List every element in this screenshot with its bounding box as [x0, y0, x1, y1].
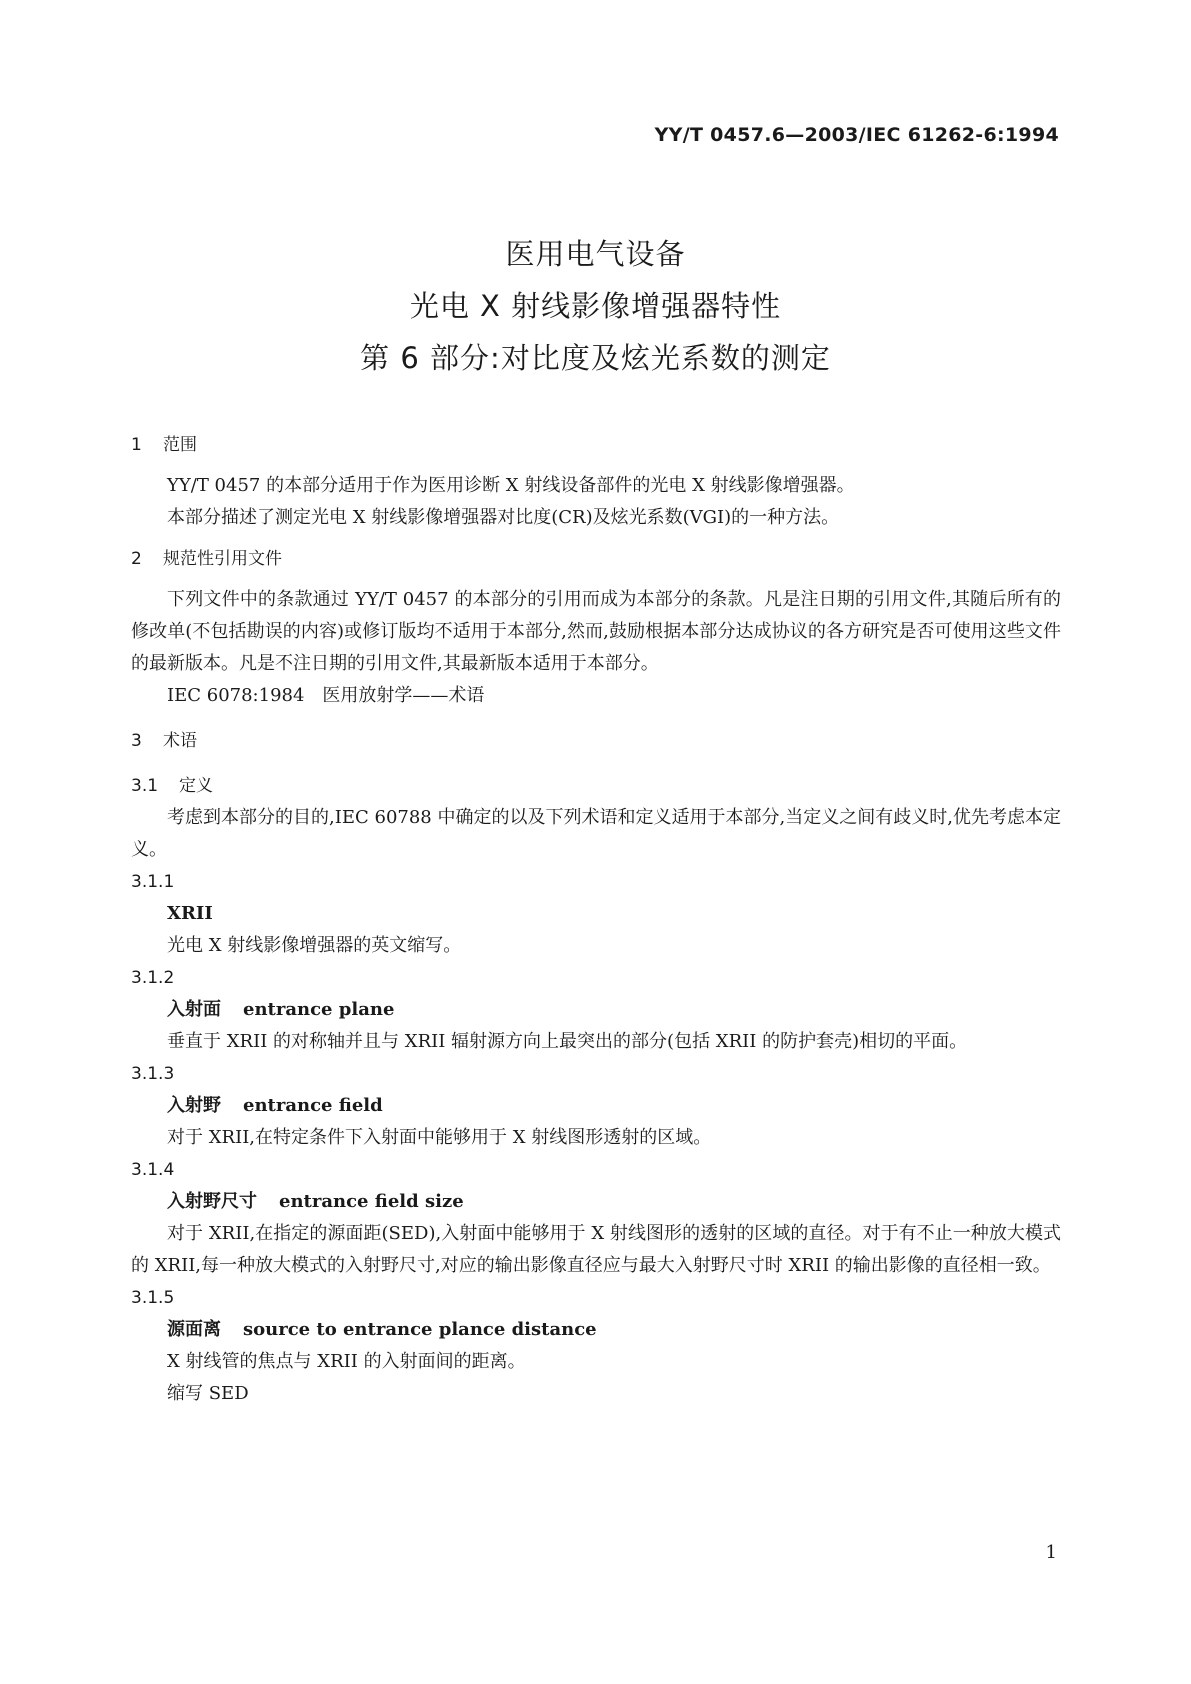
- term-heading: [131, 898, 1061, 930]
- term-english: entrance plane: [243, 999, 395, 1020]
- term-chinese: 入射野尺寸: [167, 1191, 257, 1212]
- term-english: entrance field size: [279, 1191, 464, 1212]
- clause-number: 3.1: [131, 776, 159, 796]
- term-number: 3.1.1: [131, 872, 175, 892]
- term-definition: 垂直于 XRII 的对称轴并且与 XRII 辐射源方向上最突出的部分(包括 XRII 的防护套壳)相切的平面。: [167, 1031, 968, 1052]
- title-line-2: 光电 X 射线影像增强器特性: [409, 289, 782, 323]
- standard-code: YY/T 0457.6—2003/IEC 61262-6:1994: [654, 124, 1059, 146]
- document-body: [131, 430, 1061, 1410]
- section-2-heading: [131, 544, 1061, 574]
- normative-references-paragraph: 下列文件中的条款通过 YY/T 0457 的本部分的引用而成为本部分的条款。凡是注日期的引用文件,其随后所有的修改单(不包括勘误的内容)或修订版均不适用于本部分,然而,鼓励根据本部分达成协议的各方研究是否可使用这些文件的最新版本。凡是不注日期的引用文件,其最新版本适用于本部分。: [131, 589, 1061, 674]
- term-number: 3.1.4: [131, 1160, 175, 1180]
- term-chinese: 入射面: [167, 999, 221, 1020]
- clause-title: 定义: [179, 776, 213, 796]
- section-number: 2: [131, 549, 142, 569]
- title-line-1: 医用电气设备: [505, 237, 686, 271]
- term-number: 3.1.5: [131, 1288, 175, 1308]
- definitions-paragraph: 考虑到本部分的目的,IEC 60788 中确定的以及下列术语和定义适用于本部分,当定义之间有歧义时,优先考虑本定义。: [131, 807, 1061, 860]
- term-number: 3.1.3: [131, 1064, 175, 1084]
- term-chinese: 入射野: [167, 1095, 221, 1116]
- term-heading: [131, 1186, 1061, 1218]
- term-abbreviation: 缩写 SED: [167, 1383, 249, 1404]
- term-definition: 对于 XRII,在特定条件下入射面中能够用于 X 射线图形透射的区域。: [167, 1127, 712, 1148]
- section-title: 术语: [163, 731, 197, 751]
- page-number: 1: [1045, 1542, 1057, 1563]
- reference-entry: IEC 6078:1984 医用放射学——术语: [167, 685, 485, 706]
- document-title: [0, 228, 1191, 384]
- scope-paragraph-2: 本部分描述了测定光电 X 射线影像增强器对比度(CR)及炫光系数(VGI)的一种方法。: [167, 507, 840, 528]
- term-heading: [131, 994, 1061, 1026]
- section-number: 1: [131, 435, 142, 455]
- clause-3-1-heading: [131, 770, 1061, 802]
- term-english: XRII: [167, 903, 213, 924]
- section-title: 规范性引用文件: [163, 549, 282, 569]
- term-definition: X 射线管的焦点与 XRII 的入射面间的距离。: [167, 1351, 526, 1372]
- term-chinese: 源面离: [167, 1319, 221, 1340]
- term-number: 3.1.2: [131, 968, 175, 988]
- title-line-3: 第 6 部分:对比度及炫光系数的测定: [360, 341, 831, 375]
- section-1-heading: [131, 430, 1061, 460]
- term-english: entrance field: [243, 1095, 383, 1116]
- term-heading: [131, 1314, 1061, 1346]
- section-3-heading: [131, 726, 1061, 756]
- term-definition: 对于 XRII,在指定的源面距(SED),入射面中能够用于 X 射线图形的透射的区域的直径。对于有不止一种放大模式的 XRII,每一种放大模式的入射野尺寸,对应的输出影像直径应与最大入射野尺寸时 XRII 的输出影像的直径相一致。: [131, 1223, 1061, 1276]
- term-definition: 光电 X 射线影像增强器的英文缩写。: [167, 935, 462, 956]
- term-heading: [131, 1090, 1061, 1122]
- section-title: 范围: [163, 435, 197, 455]
- term-english: source to entrance plance distance: [243, 1319, 597, 1340]
- section-number: 3: [131, 731, 142, 751]
- scope-paragraph-1: YY/T 0457 的本部分适用于作为医用诊断 X 射线设备部件的光电 X 射线影像增强器。: [167, 475, 855, 496]
